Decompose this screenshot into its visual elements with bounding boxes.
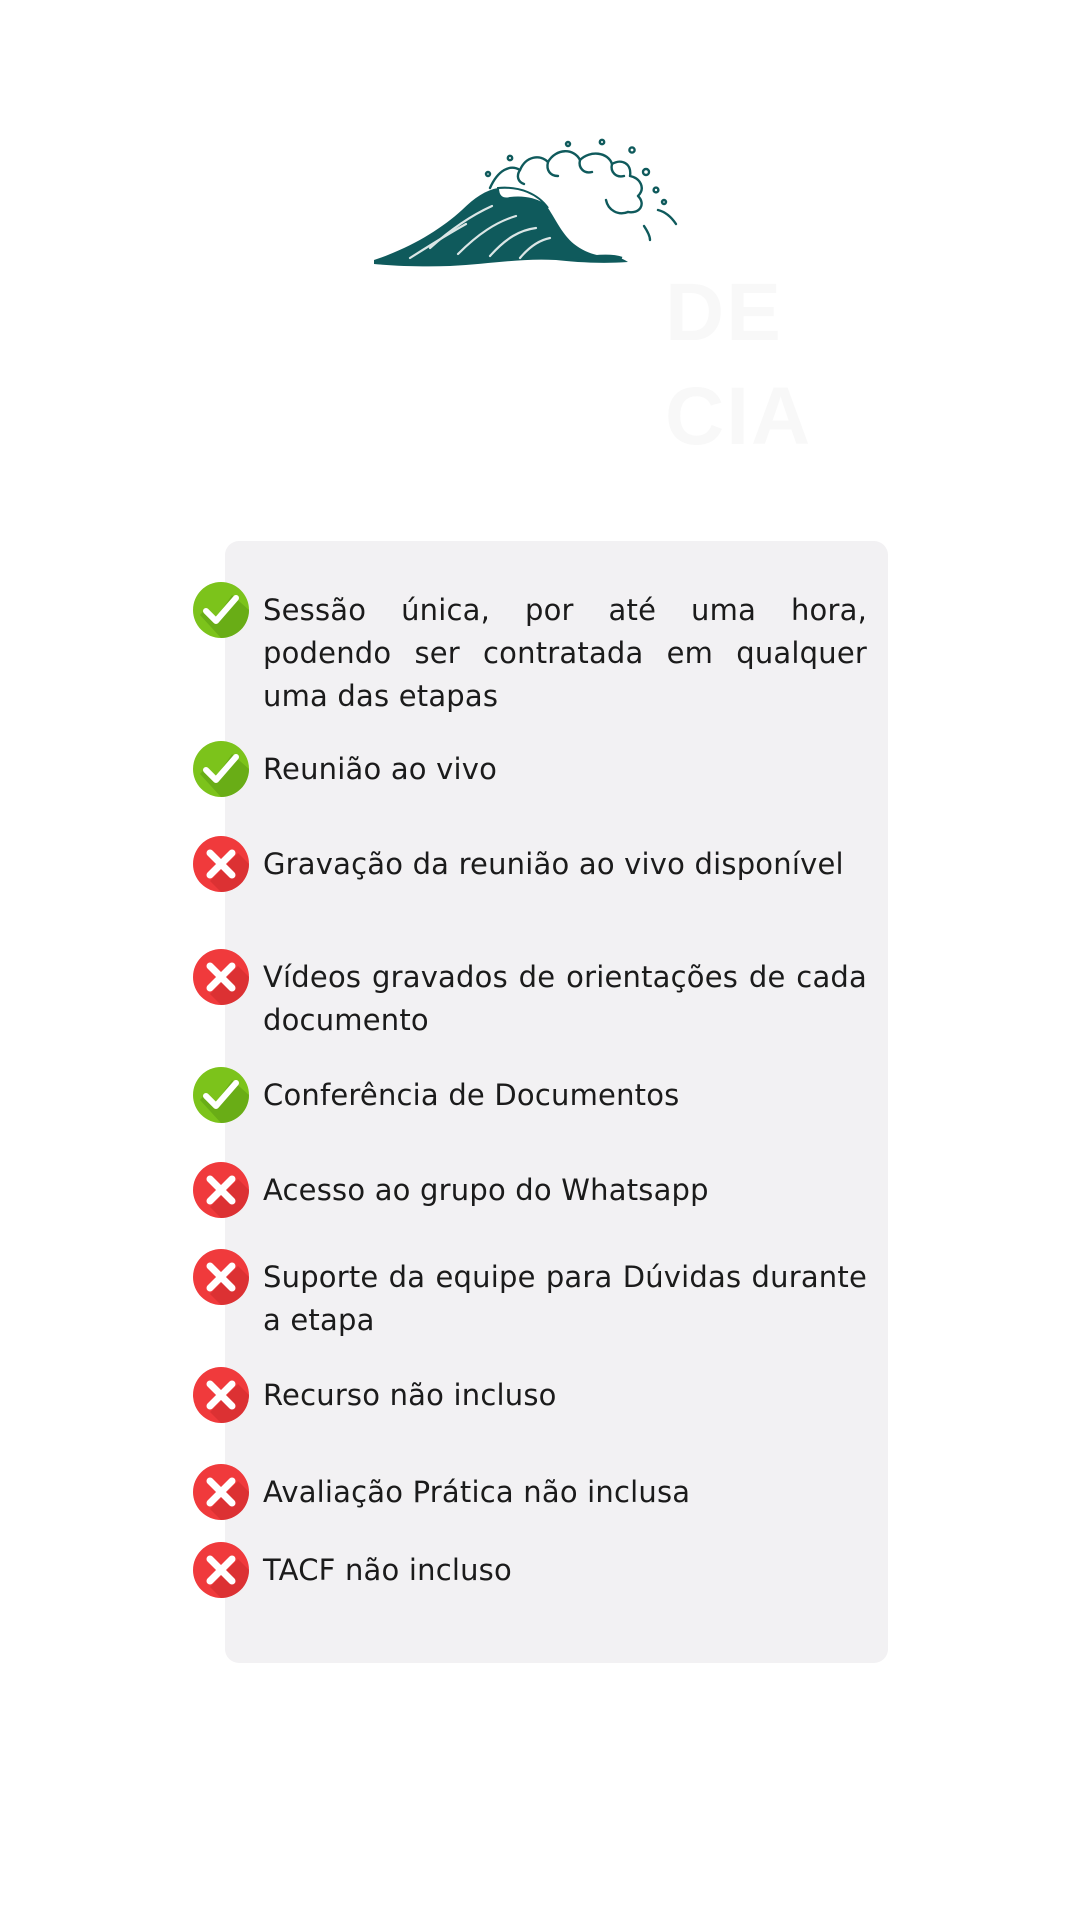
feature-text: Sessão única, por até uma hora, podendo ser contratada em qualquer uma das etapas [263,593,867,713]
check-icon [192,740,250,798]
wave-logo-icon [370,130,690,270]
feature-text: Recurso não incluso [263,1378,557,1412]
cross-icon [192,835,250,893]
cross-icon [192,948,250,1006]
feature-text: Reunião ao vivo [263,752,498,786]
cross-icon [192,1161,250,1219]
check-icon [192,581,250,639]
feature-text: Vídeos gravados de orientações de cada documento [263,960,867,1037]
cross-icon [192,1463,250,1521]
check-icon [192,1066,250,1124]
feature-text: Suporte da equipe para Dúvidas durante a etapa [263,1260,867,1337]
cross-icon [192,1366,250,1424]
faint-background-text: CIA [665,371,813,462]
faint-background-text: DE [665,267,783,358]
feature-text: TACF não incluso [263,1553,512,1587]
cross-icon [192,1541,250,1599]
feature-text: Avaliação Prática não inclusa [263,1475,691,1509]
feature-text: Acesso ao grupo do Whatsapp [263,1173,709,1207]
feature-text: Conferência de Documentos [263,1078,680,1112]
feature-text: Gravação da reunião ao vivo disponível [263,847,844,881]
cross-icon [192,1248,250,1306]
